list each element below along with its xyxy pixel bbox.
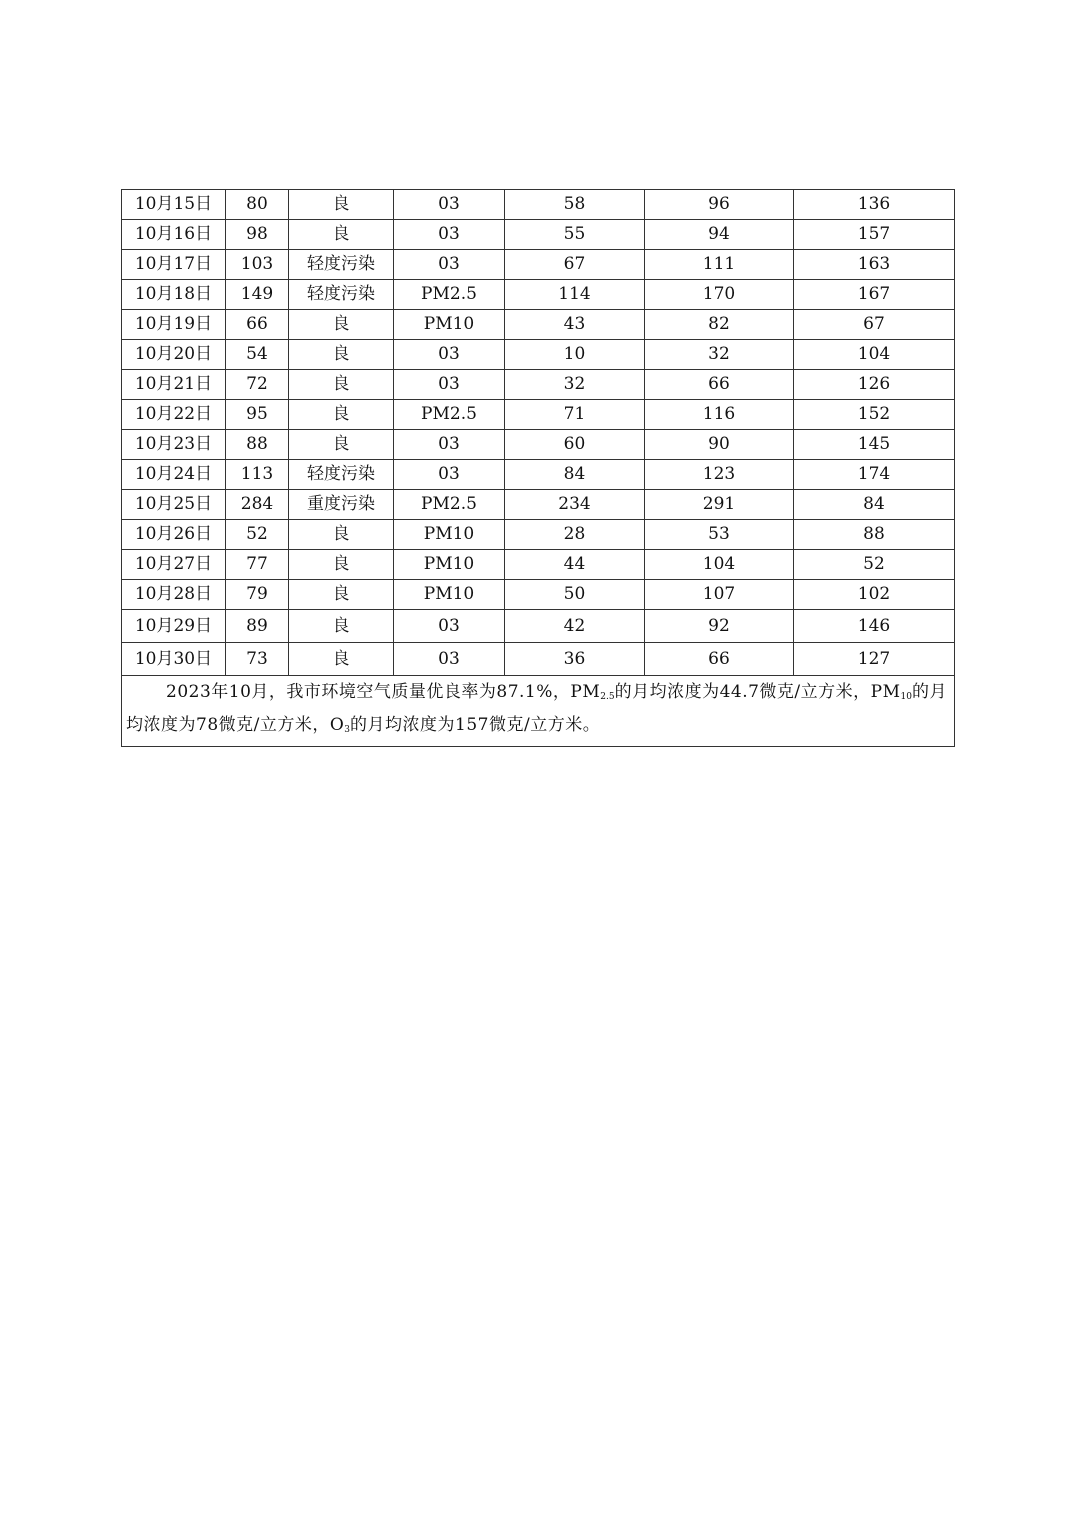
table-row [122, 250, 955, 280]
aqi-cell: 52 [226, 520, 289, 550]
quality-level-cell: 良 [289, 310, 394, 340]
summary-part-3: 的月均浓度为78微克/立方米，O [126, 682, 947, 735]
pm10-concentration-cell: 291 [645, 490, 794, 520]
table-row [122, 580, 955, 610]
o3-concentration-cell: 67 [794, 310, 955, 340]
primary-pollutant-cell: PM10 [394, 550, 505, 580]
pm10-concentration-cell: 66 [645, 370, 794, 400]
pm10-concentration-cell: 170 [645, 280, 794, 310]
quality-level-cell: 良 [289, 550, 394, 580]
aqi-cell: 113 [226, 460, 289, 490]
primary-pollutant-cell: 03 [394, 460, 505, 490]
o3-concentration-cell: 145 [794, 430, 955, 460]
pm25-concentration-cell: 114 [505, 280, 645, 310]
o3-concentration-cell: 174 [794, 460, 955, 490]
table-row [122, 400, 955, 430]
aqi-cell: 80 [226, 190, 289, 220]
pm25-concentration-cell: 67 [505, 250, 645, 280]
quality-level-cell: 重度污染 [289, 490, 394, 520]
pm10-concentration-cell: 32 [645, 340, 794, 370]
pm25-concentration-cell: 58 [505, 190, 645, 220]
aqi-cell: 103 [226, 250, 289, 280]
table-row [122, 220, 955, 250]
o3-concentration-cell: 127 [794, 643, 955, 676]
aqi-cell: 95 [226, 400, 289, 430]
aqi-cell: 73 [226, 643, 289, 676]
table-row [122, 430, 955, 460]
quality-level-cell: 良 [289, 520, 394, 550]
table-body [122, 190, 955, 747]
date-cell: 10月30日 [122, 643, 226, 676]
primary-pollutant-cell: 03 [394, 610, 505, 643]
quality-level-cell: 良 [289, 400, 394, 430]
o3-concentration-cell: 104 [794, 340, 955, 370]
pm10-concentration-cell: 92 [645, 610, 794, 643]
o3-concentration-cell: 163 [794, 250, 955, 280]
quality-level-cell: 良 [289, 220, 394, 250]
o3-subscript: 3 [344, 725, 351, 735]
aqi-cell: 88 [226, 430, 289, 460]
table-row [122, 643, 955, 676]
summary-part-1: 2023年10月，我市环境空气质量优良率为87.1%，PM [166, 682, 601, 702]
o3-concentration-cell: 157 [794, 220, 955, 250]
o3-concentration-cell: 88 [794, 520, 955, 550]
o3-concentration-cell: 126 [794, 370, 955, 400]
date-cell: 10月23日 [122, 430, 226, 460]
quality-level-cell: 良 [289, 370, 394, 400]
pm10-concentration-cell: 94 [645, 220, 794, 250]
pm10-concentration-cell: 82 [645, 310, 794, 340]
pm25-concentration-cell: 42 [505, 610, 645, 643]
air-quality-table [121, 189, 955, 747]
aqi-cell: 72 [226, 370, 289, 400]
o3-concentration-cell: 146 [794, 610, 955, 643]
aqi-cell: 66 [226, 310, 289, 340]
primary-pollutant-cell: PM10 [394, 520, 505, 550]
o3-concentration-cell: 84 [794, 490, 955, 520]
pm25-concentration-cell: 32 [505, 370, 645, 400]
aqi-cell: 54 [226, 340, 289, 370]
quality-level-cell: 良 [289, 610, 394, 643]
primary-pollutant-cell: PM10 [394, 580, 505, 610]
summary-row [122, 676, 955, 747]
primary-pollutant-cell: PM2.5 [394, 490, 505, 520]
pm25-concentration-cell: 84 [505, 460, 645, 490]
aqi-cell: 284 [226, 490, 289, 520]
pm25-concentration-cell: 28 [505, 520, 645, 550]
date-cell: 10月18日 [122, 280, 226, 310]
date-cell: 10月29日 [122, 610, 226, 643]
o3-concentration-cell: 136 [794, 190, 955, 220]
primary-pollutant-cell: 03 [394, 250, 505, 280]
quality-level-cell: 良 [289, 643, 394, 676]
date-cell: 10月25日 [122, 490, 226, 520]
aqi-cell: 149 [226, 280, 289, 310]
table-row [122, 340, 955, 370]
date-cell: 10月21日 [122, 370, 226, 400]
date-cell: 10月27日 [122, 550, 226, 580]
pm25-concentration-cell: 50 [505, 580, 645, 610]
pm10-subscript: 10 [900, 692, 912, 702]
pm10-concentration-cell: 96 [645, 190, 794, 220]
aqi-cell: 79 [226, 580, 289, 610]
primary-pollutant-cell: 03 [394, 430, 505, 460]
pm25-concentration-cell: 36 [505, 643, 645, 676]
table-row [122, 190, 955, 220]
date-cell: 10月19日 [122, 310, 226, 340]
date-cell: 10月28日 [122, 580, 226, 610]
aqi-cell: 77 [226, 550, 289, 580]
aqi-cell: 89 [226, 610, 289, 643]
date-cell: 10月16日 [122, 220, 226, 250]
quality-level-cell: 良 [289, 430, 394, 460]
o3-concentration-cell: 102 [794, 580, 955, 610]
o3-concentration-cell: 52 [794, 550, 955, 580]
pm25-concentration-cell: 55 [505, 220, 645, 250]
pm10-concentration-cell: 111 [645, 250, 794, 280]
pm25-subscript: 2.5 [600, 692, 615, 702]
quality-level-cell: 良 [289, 190, 394, 220]
table-row [122, 310, 955, 340]
pm10-concentration-cell: 123 [645, 460, 794, 490]
table-row [122, 280, 955, 310]
pm10-concentration-cell: 116 [645, 400, 794, 430]
pm25-concentration-cell: 71 [505, 400, 645, 430]
date-cell: 10月26日 [122, 520, 226, 550]
pm25-concentration-cell: 43 [505, 310, 645, 340]
pm10-concentration-cell: 107 [645, 580, 794, 610]
table-row [122, 610, 955, 643]
date-cell: 10月15日 [122, 190, 226, 220]
pm10-concentration-cell: 66 [645, 643, 794, 676]
date-cell: 10月22日 [122, 400, 226, 430]
primary-pollutant-cell: PM2.5 [394, 400, 505, 430]
o3-concentration-cell: 167 [794, 280, 955, 310]
pm10-concentration-cell: 104 [645, 550, 794, 580]
primary-pollutant-cell: 03 [394, 220, 505, 250]
table-row [122, 460, 955, 490]
primary-pollutant-cell: 03 [394, 190, 505, 220]
quality-level-cell: 良 [289, 580, 394, 610]
primary-pollutant-cell: PM2.5 [394, 280, 505, 310]
summary-part-4: 的月均浓度为157微克/立方米。 [350, 715, 601, 735]
quality-level-cell: 轻度污染 [289, 250, 394, 280]
primary-pollutant-cell: 03 [394, 340, 505, 370]
quality-level-cell: 轻度污染 [289, 460, 394, 490]
summary-part-2: 的月均浓度为44.7微克/立方米，PM [614, 682, 901, 702]
date-cell: 10月20日 [122, 340, 226, 370]
pm25-concentration-cell: 10 [505, 340, 645, 370]
primary-pollutant-cell: PM10 [394, 310, 505, 340]
primary-pollutant-cell: 03 [394, 643, 505, 676]
date-cell: 10月24日 [122, 460, 226, 490]
pm10-concentration-cell: 90 [645, 430, 794, 460]
pm25-concentration-cell: 60 [505, 430, 645, 460]
date-cell: 10月17日 [122, 250, 226, 280]
table-row [122, 490, 955, 520]
quality-level-cell: 轻度污染 [289, 280, 394, 310]
aqi-cell: 98 [226, 220, 289, 250]
table-row [122, 520, 955, 550]
table-row [122, 550, 955, 580]
pm25-concentration-cell: 44 [505, 550, 645, 580]
o3-concentration-cell: 152 [794, 400, 955, 430]
pm10-concentration-cell: 53 [645, 520, 794, 550]
table-row [122, 370, 955, 400]
summary-text [122, 676, 955, 747]
quality-level-cell: 良 [289, 340, 394, 370]
primary-pollutant-cell: 03 [394, 370, 505, 400]
pm25-concentration-cell: 234 [505, 490, 645, 520]
